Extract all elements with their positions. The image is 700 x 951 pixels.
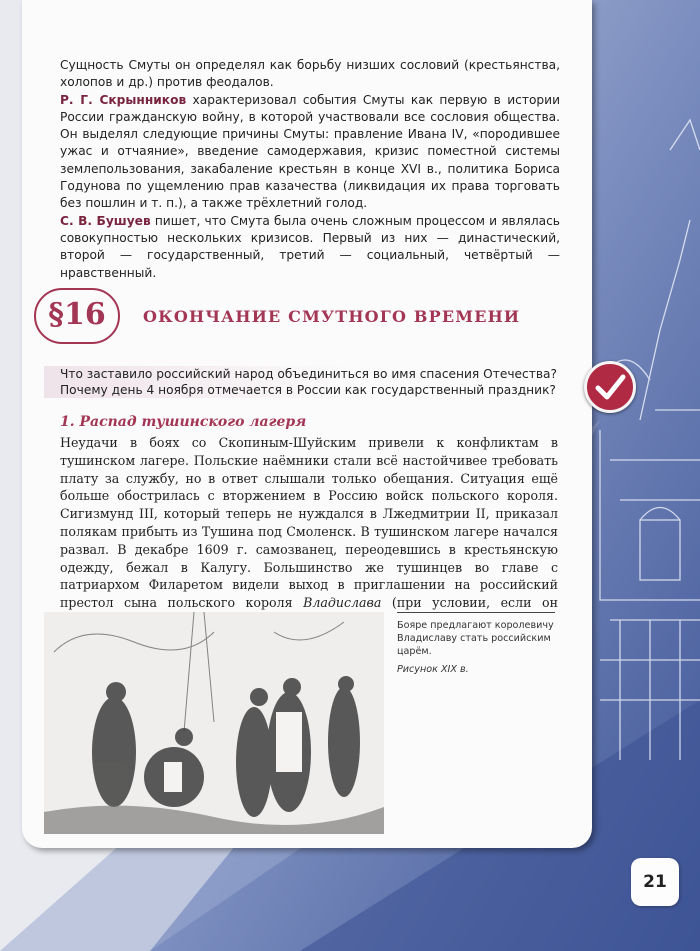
section-title: 1. Распад тушинского лагеря bbox=[60, 414, 307, 430]
caption-divider bbox=[397, 612, 555, 613]
checkmark-icon bbox=[584, 361, 636, 413]
section-text-b: (при условии, если он bbox=[391, 595, 558, 611]
section-paragraph bbox=[60, 434, 558, 630]
intro-paragraph-3-text: пишет, что Смута была очень сложным процессом и являлась совокупностью нескольких кризисов. Первый из них — династический, второй — государственный, третий — социальный, четвёртый — нравственный. bbox=[60, 213, 560, 280]
section-text-name: Владислава bbox=[303, 595, 382, 611]
caption-source: Рисунок XIX в. bbox=[397, 664, 469, 675]
author-name: Р. Г. Скрынников bbox=[60, 92, 187, 107]
caption-text: Бояре предлагают королевичу Владиславу стать российским царём. bbox=[397, 620, 554, 657]
intro-paragraph-1: Сущность Смуты он определял как борьбу низших сословий (крестьянства, холопов и др.) против феодалов. bbox=[60, 58, 560, 90]
intro-paragraph-3 bbox=[60, 213, 560, 282]
intro-text bbox=[60, 57, 560, 282]
review-questions bbox=[44, 366, 564, 398]
page-number: 21 bbox=[631, 858, 679, 906]
chapter-number-badge: §16 bbox=[34, 288, 120, 344]
engraving-illustration bbox=[44, 612, 384, 834]
chapter-title: ОКОНЧАНИЕ СМУТНОГО ВРЕМЕНИ bbox=[143, 307, 521, 326]
checkmark-glyph bbox=[587, 364, 633, 410]
section-text-a: Неудачи в боях со Скопиным-Шуйским привели к конфликтам в тушинском лагере. Польские наёмники стали всё настойчивее требовать плату за службу, но в ответ слышали только обещания. Ситуация ещё больше обострилась с вторжением в Россию войск польского короля. Сигизмунд III, который теперь не нуждался в Лжедмитрии II, приказал полякам прибыть из Тушина под Смоленск. В тушинском лагере начался развал. В декабре 1609 г. самозванец, переодевшись в крестьянскую одежду, бежал в Калугу. Большинство же тушинцев во главе с патриархом Филаретом видели выход в приглашении на российский престол сына польского короля bbox=[60, 435, 558, 611]
intro-paragraph-2-text: характеризовал события Смуты как первую в истории России гражданскую войну, в которой участвовали все сословия общества. Он выделял следующие причины Смуты: правление Ивана IV, «породившее ужас и отчаяние», введение самодержавия, кризис поместной системы землепользования, закабаление крестьян в конце XVI в., политика Бориса Годунова по ущемлению прав казачества (ликвидация их права торговать без пошлин и т. п.), а также трёхлетний голод. bbox=[60, 92, 560, 211]
question-2: Почему день 4 ноября отмечается в России как государственный праздник? bbox=[60, 383, 556, 397]
illustration-caption bbox=[397, 619, 562, 676]
question-1: Что заставило российский народ объединиться во имя спасения Отечества? bbox=[60, 367, 557, 381]
engraving-drawing bbox=[44, 612, 384, 834]
section-body bbox=[60, 434, 558, 630]
intro-paragraph-2 bbox=[60, 92, 560, 213]
author-name: С. В. Бушуев bbox=[60, 213, 151, 228]
